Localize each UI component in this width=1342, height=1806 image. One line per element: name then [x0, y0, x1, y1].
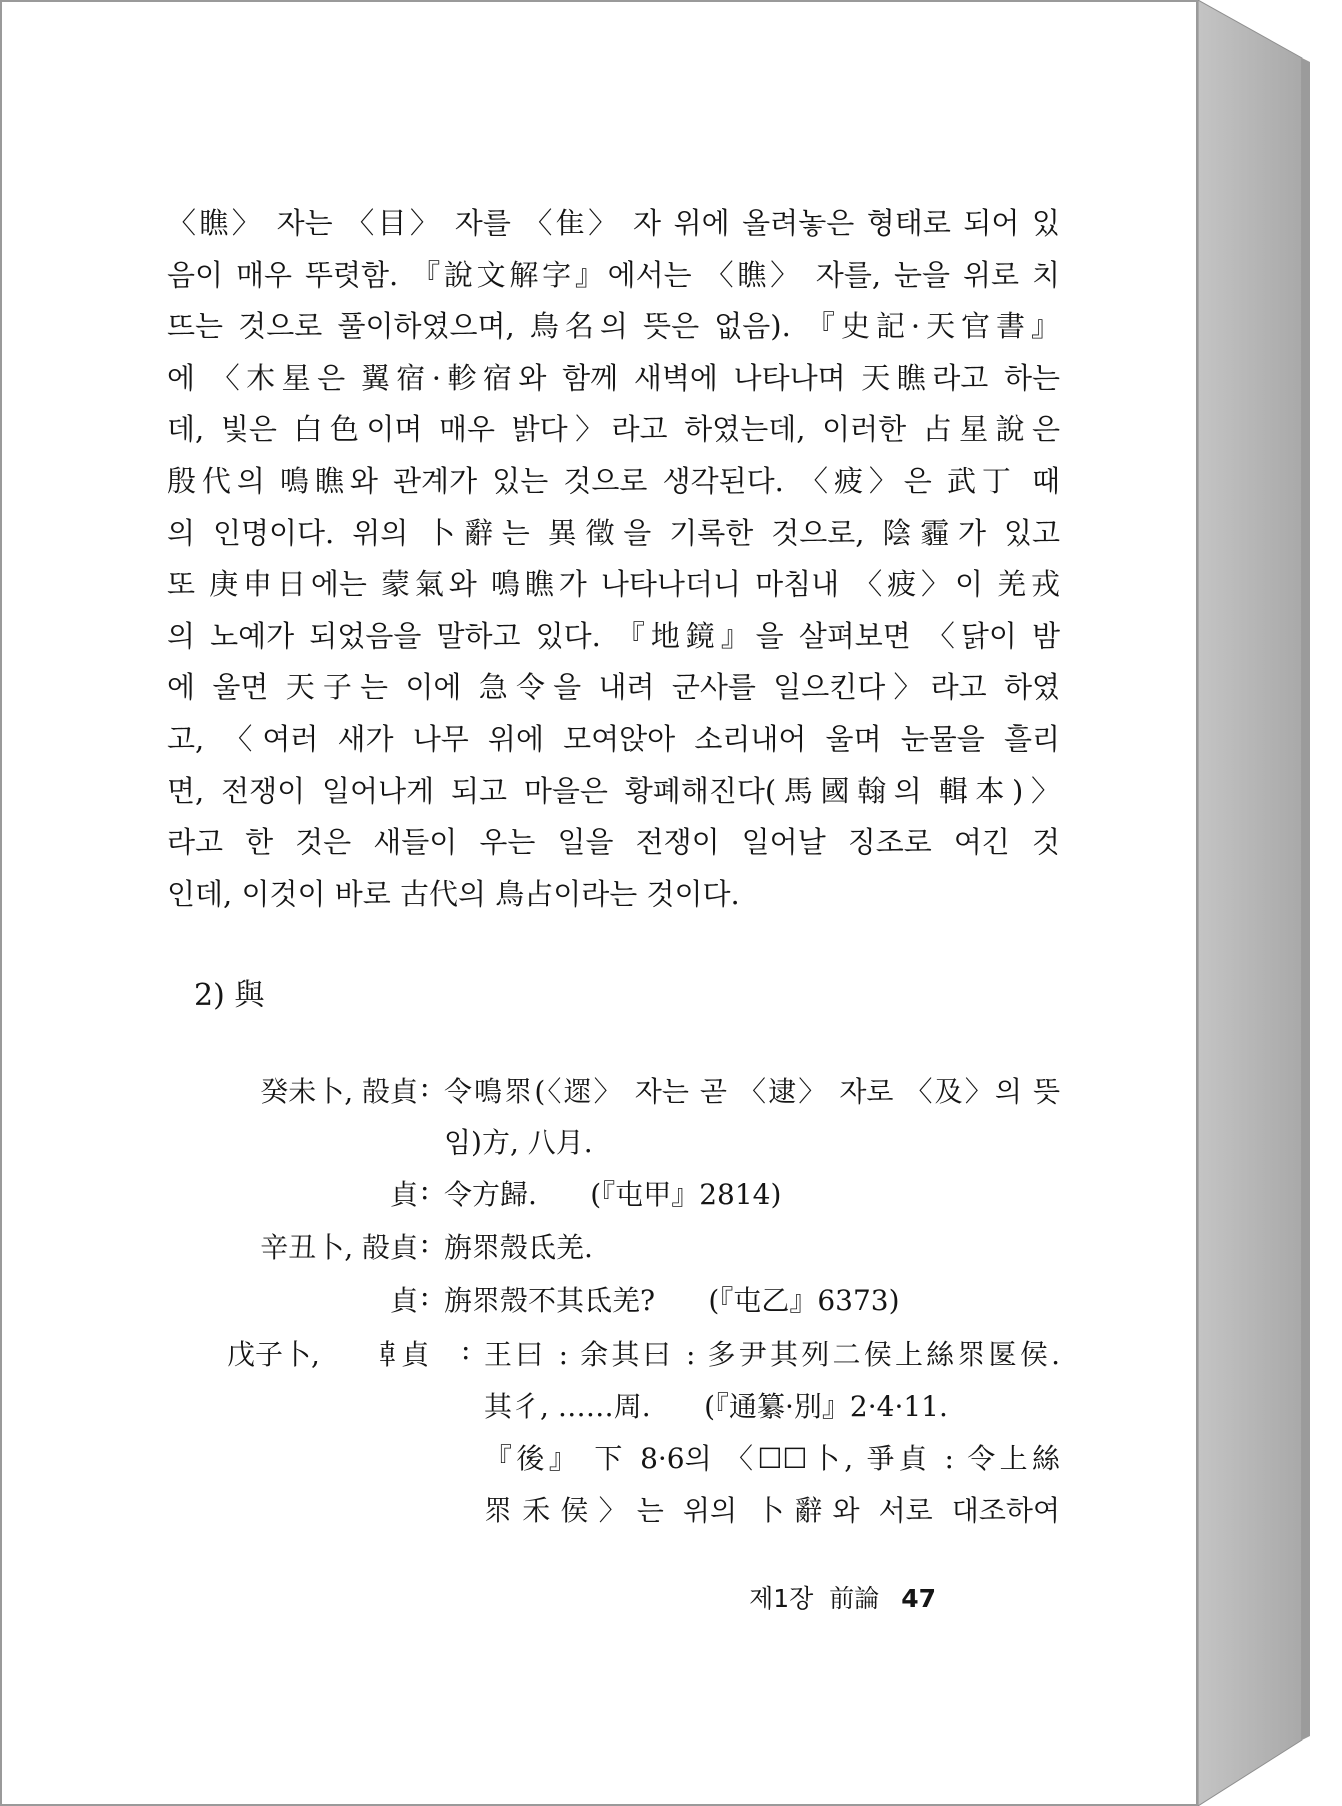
text-line: 뜨는 것으로 풀이하였으며, 鳥名의 뜻은 없음). 『史記·天官書』	[167, 309, 1060, 344]
body-paragraph	[167, 198, 1060, 920]
text-line: 면, 전쟁이 일어나게 되고 마을은 황폐해진다(馬國翰의 輯本)〉	[167, 773, 1060, 808]
chapter-label: 제1장 前論	[749, 1584, 880, 1613]
text-line: 의 노예가 되었음을 말하고 있다. 『地鏡』을 살펴보면 〈닭이 밤	[167, 618, 1060, 653]
page-number: 47	[901, 1584, 936, 1613]
oracle-entry	[2, 1070, 1200, 1170]
entry-label: 貞	[389, 1178, 418, 1211]
text-line: 또 庚申日에는 蒙氣와 鳴瞧가 나타나더니 마침내 〈疲〉이 羌戎	[167, 567, 1060, 602]
entry-colon: :	[420, 1173, 430, 1206]
text-line: 의 인명이다. 위의 卜辭는 異徵을 기록한 것으로, 陰霾가 있고	[167, 515, 1060, 550]
entry-colon: :	[420, 1279, 430, 1312]
oracle-entry	[2, 1279, 1200, 1329]
text-line: 음이 매우 뚜렷함. 『說文解字』에서는 〈瞧〉 자를, 눈을 위로 치	[167, 257, 1060, 292]
text-line: 〈瞧〉 자는 〈目〉 자를 〈隹〉 자 위에 올려놓은 형태로 되어 있	[167, 206, 1060, 240]
section-heading: 2) 與	[194, 978, 265, 1013]
text-line: 데, 빛은 白色이며 매우 밝다〉라고 하였는데, 이러한 占星說은	[167, 412, 1060, 447]
entry-label: 戊子卜, 𠦝貞	[227, 1338, 430, 1371]
text-line: 인데, 이것이 바로 古代의 鳥占이라는 것이다.	[167, 876, 740, 911]
entry-line: 令鳴眔(〈遝〉 자는 곧 〈逮〉 자로 〈及〉의 뜻	[444, 1075, 1060, 1108]
text-line: 에 울면 天子는 이에 急令을 내려 군사를 일으킨다〉라고 하였	[167, 670, 1060, 705]
entry-line: 其彳, ……周. (『通纂·別』2·4·11.	[484, 1390, 948, 1423]
entry-line: 王曰 : 余其曰 : 多尹其列二侯上絲眔匽侯.	[484, 1338, 1060, 1371]
oracle-entry	[2, 1226, 1200, 1276]
entry-line: 임)方, 八月.	[444, 1126, 593, 1159]
text-line: 고, 〈여러 새가 나무 위에 모여앉아 소리내어 울며 눈물을 흘리	[167, 721, 1060, 756]
entry-line: 眔禾侯〉는 위의 卜辭와 서로 대조하여	[484, 1494, 1060, 1527]
entry-colon: :	[420, 1070, 430, 1103]
book-edge	[1198, 0, 1342, 1806]
entry-colon: :	[461, 1333, 471, 1366]
entry-line: 令方歸. (『屯甲』2814)	[444, 1178, 782, 1211]
oracle-entry	[2, 1333, 1200, 1543]
entry-label: 癸未卜, 㱿貞	[260, 1075, 418, 1108]
entry-line: 旃眔殼不其氐羌? (『屯乙』6373)	[444, 1284, 900, 1317]
page-footer	[749, 1579, 936, 1615]
text-line: 라고 한 것은 새들이 우는 일을 전쟁이 일어날 징조로 여긴 것	[167, 825, 1060, 860]
entry-line: 旃眔殼氐羌.	[444, 1231, 593, 1264]
text-line: 에 〈木星은 翼宿·軫宿와 함께 새벽에 나타나며 天瞧라고 하는	[167, 360, 1060, 395]
entry-colon: :	[420, 1226, 430, 1259]
entry-label: 貞	[389, 1284, 418, 1317]
oracle-entry	[2, 1173, 1200, 1223]
entry-label: 辛丑卜, 㱿貞	[260, 1231, 418, 1264]
text-line: 殷代의 鳴瞧와 관계가 있는 것으로 생각된다. 〈疲〉은 武丁 때	[167, 463, 1060, 498]
entry-line: 『後』 下 8·6의 〈☐☐卜, 爭貞 : 令上絲	[484, 1442, 1060, 1475]
